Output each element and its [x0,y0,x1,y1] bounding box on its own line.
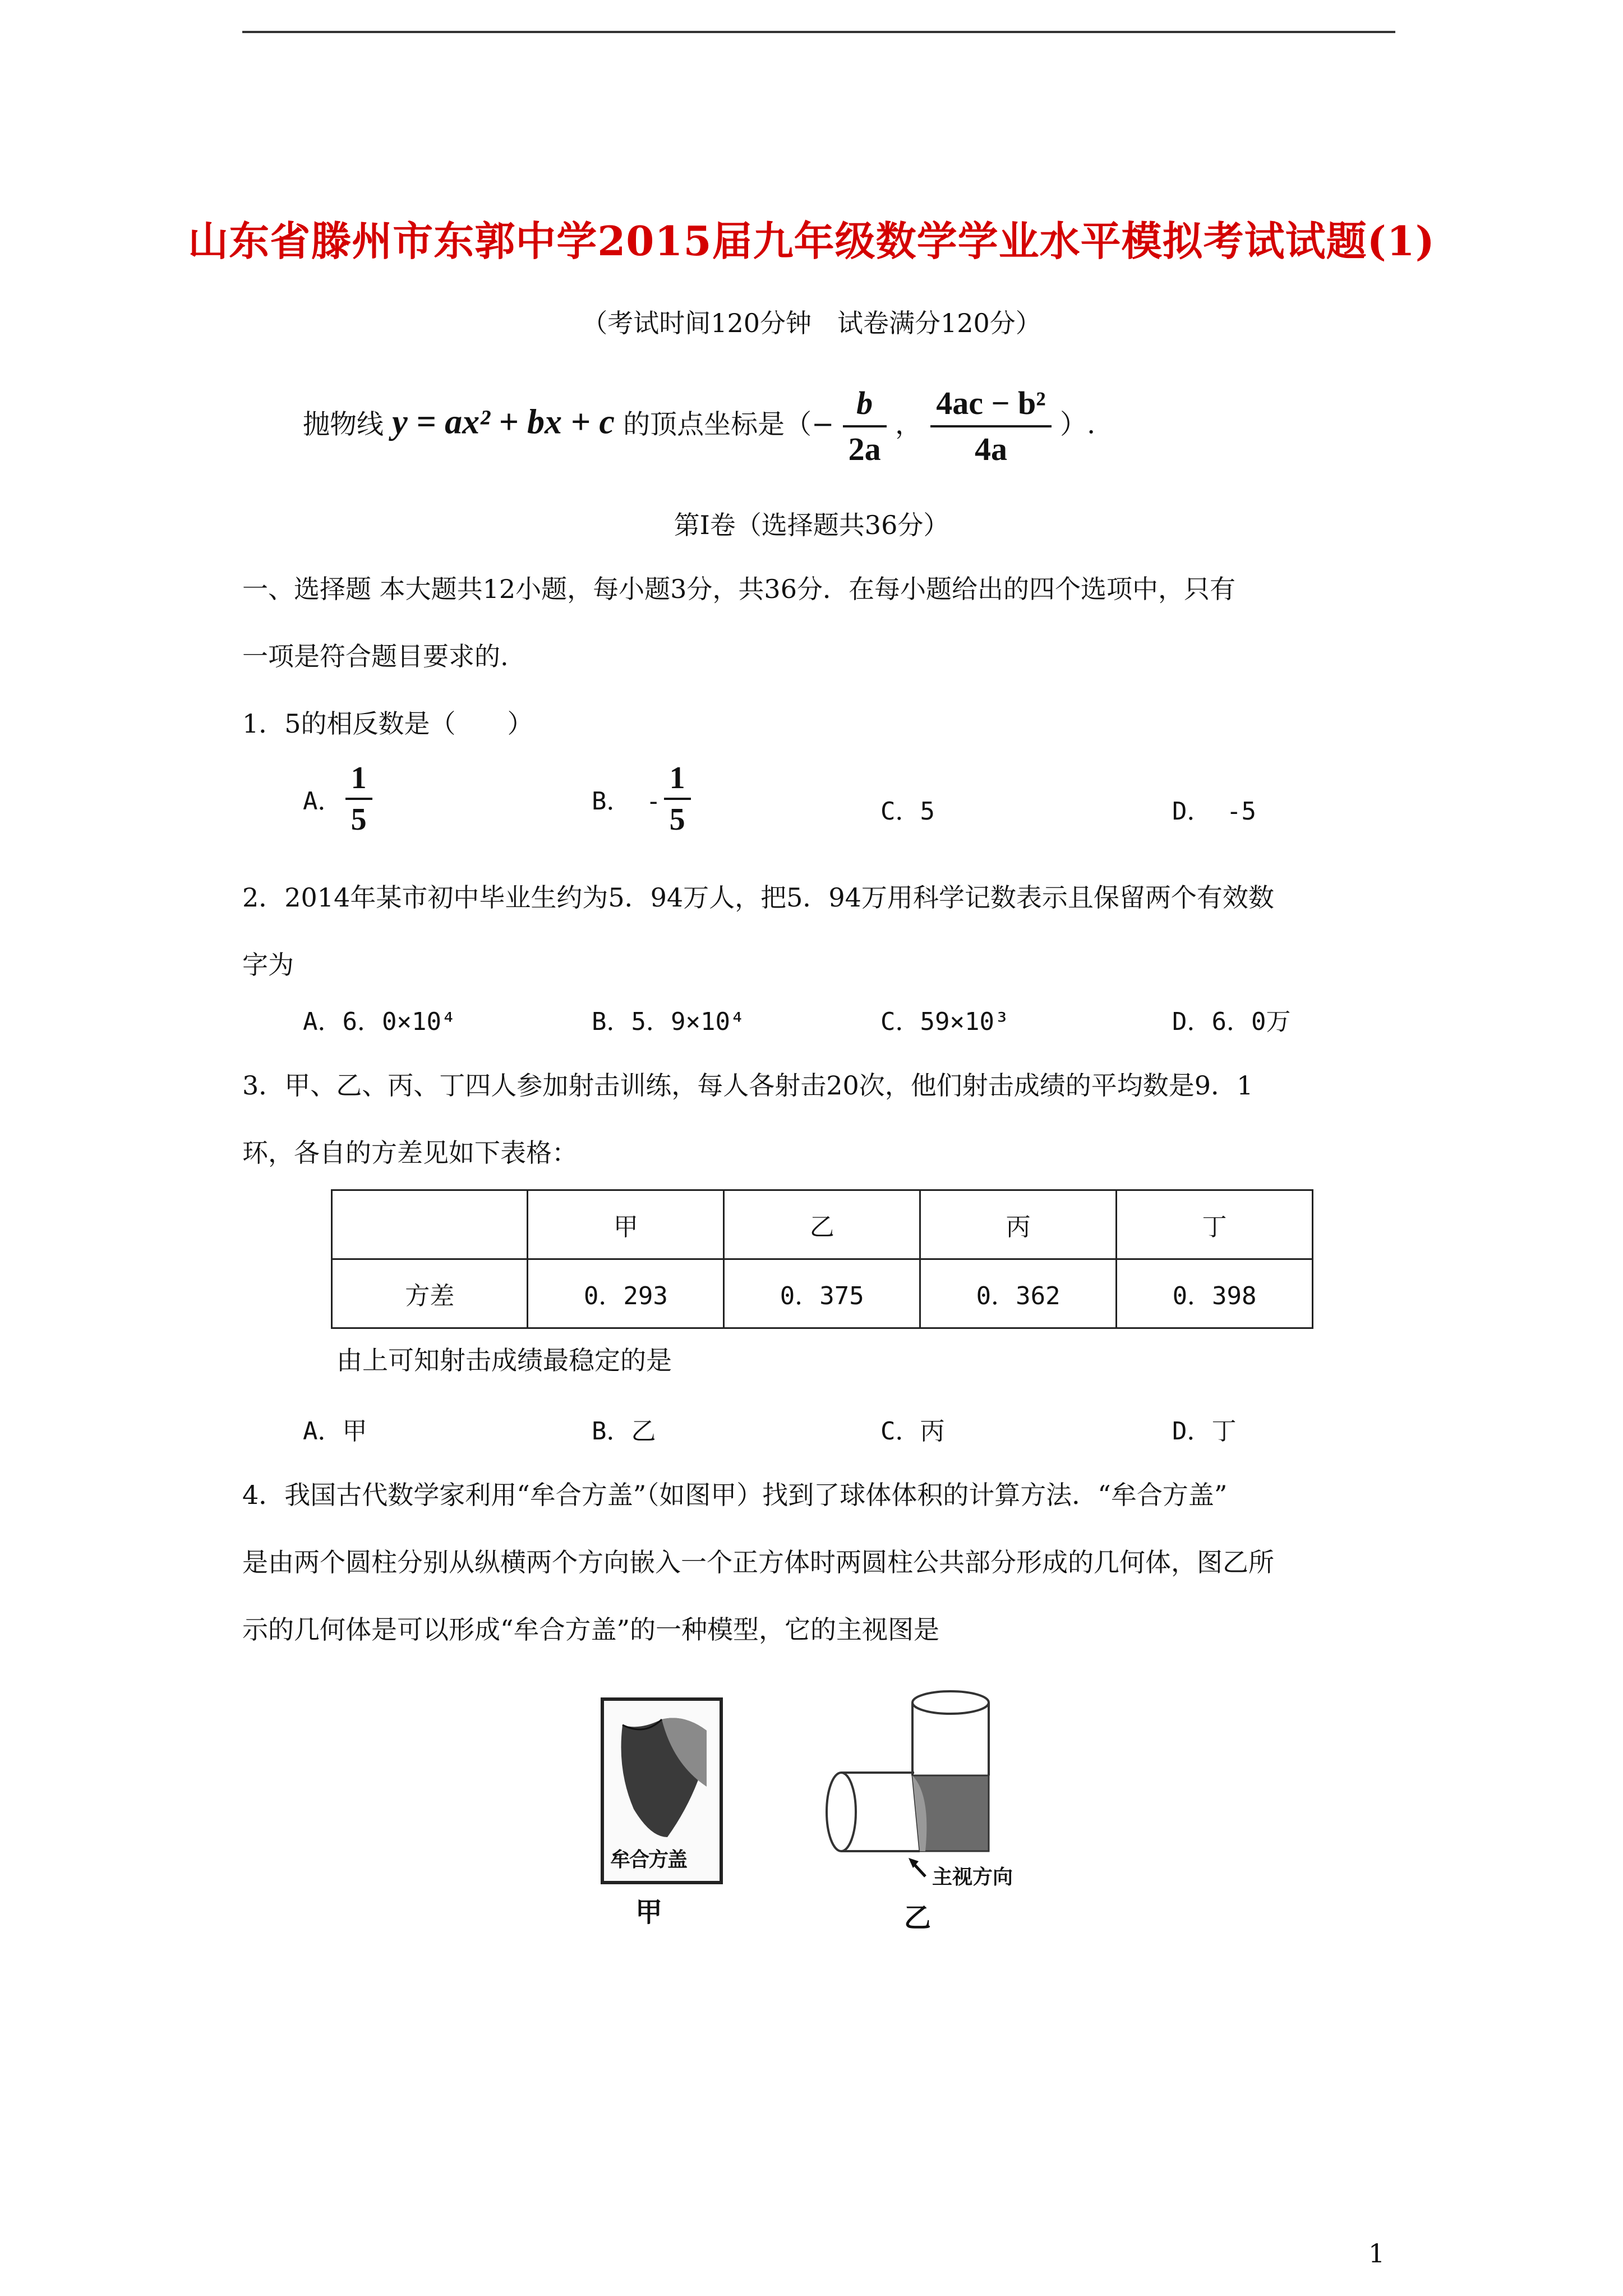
formula-middle: 的顶点坐标是（− [623,408,834,440]
exam-info: （考试时间120分钟 试卷满分120分） [582,308,1041,338]
formula-prefix: 抛物线 [303,408,384,440]
table-row-label: 方差 [332,1259,528,1328]
page-number: 1 [1368,2238,1385,2269]
question-3-line-2: 环，各自的方差见如下表格： [242,1138,578,1168]
formula-comma: ， [895,408,922,440]
table-header-cell: 丙 [920,1190,1117,1259]
table-cell: 0．293 [528,1259,724,1328]
table-row [332,1259,1313,1328]
question-1-stem: 1．5的相反数是（ ） [242,708,533,739]
q2-option-a: A．6．0×10⁴ [303,1007,457,1036]
option-label: A． [303,787,343,816]
instructions-line-2: 一项是符合题目要求的. [242,641,509,671]
question-2-line-1: 2．2014年某市初中毕业生约为5．94万人，把5．94万用科学记数表示且保留两个有效数 [242,882,1274,913]
fraction-numerator: b [843,381,887,427]
fraction-numerator: 4ac − b² [930,381,1051,427]
question-4-line-1: 4．我国古代数学家利用“牟合方盖”（如图甲）找到了球体体积的计算方法．“牟合方盖” [242,1480,1228,1510]
q1-option-b [592,758,691,839]
table-header-row [332,1190,1313,1259]
formula-expression: y = ax² + bx + c [392,403,615,441]
table-cell: 0．362 [920,1259,1117,1328]
option-label: B． - [592,787,661,816]
figure-jia-inner-label: 牟合方盖 [610,1848,687,1871]
q1-option-d: D． -5 [1172,797,1256,826]
instructions-line-1: 一、选择题 本大题共12小题，每小题3分，共36分．在每小题给出的四个选项中，只有 [242,574,1235,604]
q3-option-d: D．丁 [1172,1417,1237,1446]
q3-option-a: A．甲 [303,1417,367,1446]
q3-option-c: C．丙 [880,1417,945,1446]
page-title: 山东省滕州市东郭中学2015届九年级数学学业水平模拟考试试题(1) [188,217,1435,265]
fraction-denominator: 4a [974,431,1007,467]
figure-yi-caption: 乙 [904,1902,932,1934]
fraction-denominator: 5 [669,802,685,837]
main-view-direction-label: 主视方向 [932,1866,1013,1889]
formula-suffix: ）. [1059,408,1096,440]
question-3-note: 由上可知射击成绩最稳定的是 [336,1345,672,1375]
table-cell: 0．375 [724,1259,920,1328]
q3-option-b: B．乙 [592,1417,656,1446]
fraction-b-over-2a [843,381,887,471]
fraction-4ac-b2-over-4a [930,381,1051,471]
table-header-cell: 乙 [724,1190,920,1259]
table-header-cell: 甲 [528,1190,724,1259]
header-rule [242,31,1395,33]
question-2-line-2: 字为 [242,950,294,980]
question-4-line-2: 是由两个圆柱分别从纵横两个方向嵌入一个正方体时两圆柱公共部分形成的几何体，图乙所 [242,1547,1274,1577]
table-cell: 0．398 [1117,1259,1313,1328]
cylinder-cube-model [819,1683,1021,1879]
fraction-numerator: 1 [345,758,372,800]
q1-option-c: C．5 [880,797,935,826]
question-4-line-3: 示的几何体是可以形成“牟合方盖”的一种模型，它的主视图是 [242,1614,940,1645]
q2-option-c: C．59×10³ [880,1007,1009,1036]
fraction-denominator: 5 [351,802,367,837]
fraction-denominator: 2a [848,431,881,467]
figure-jia [600,1697,723,1885]
variance-table [331,1189,1313,1329]
option-fraction [345,758,372,839]
vertex-formula [303,381,1095,482]
q2-option-d: D．6．0万 [1172,1007,1291,1036]
figure-jia-caption: 甲 [635,1897,663,1928]
q2-option-b: B．5．9×10⁴ [592,1007,745,1036]
table-header-cell [332,1190,528,1259]
question-3-line-1: 3．甲、乙、丙、丁四人参加射击训练，每人各射击20次，他们射击成绩的平均数是9．1 [242,1070,1253,1101]
fraction-numerator: 1 [664,758,691,800]
option-fraction [664,758,691,839]
section-title: 第Ⅰ卷（选择题共36分） [674,510,949,540]
table-header-cell: 丁 [1117,1190,1313,1259]
q1-option-a [303,758,372,839]
figure-yi [819,1683,1021,1879]
